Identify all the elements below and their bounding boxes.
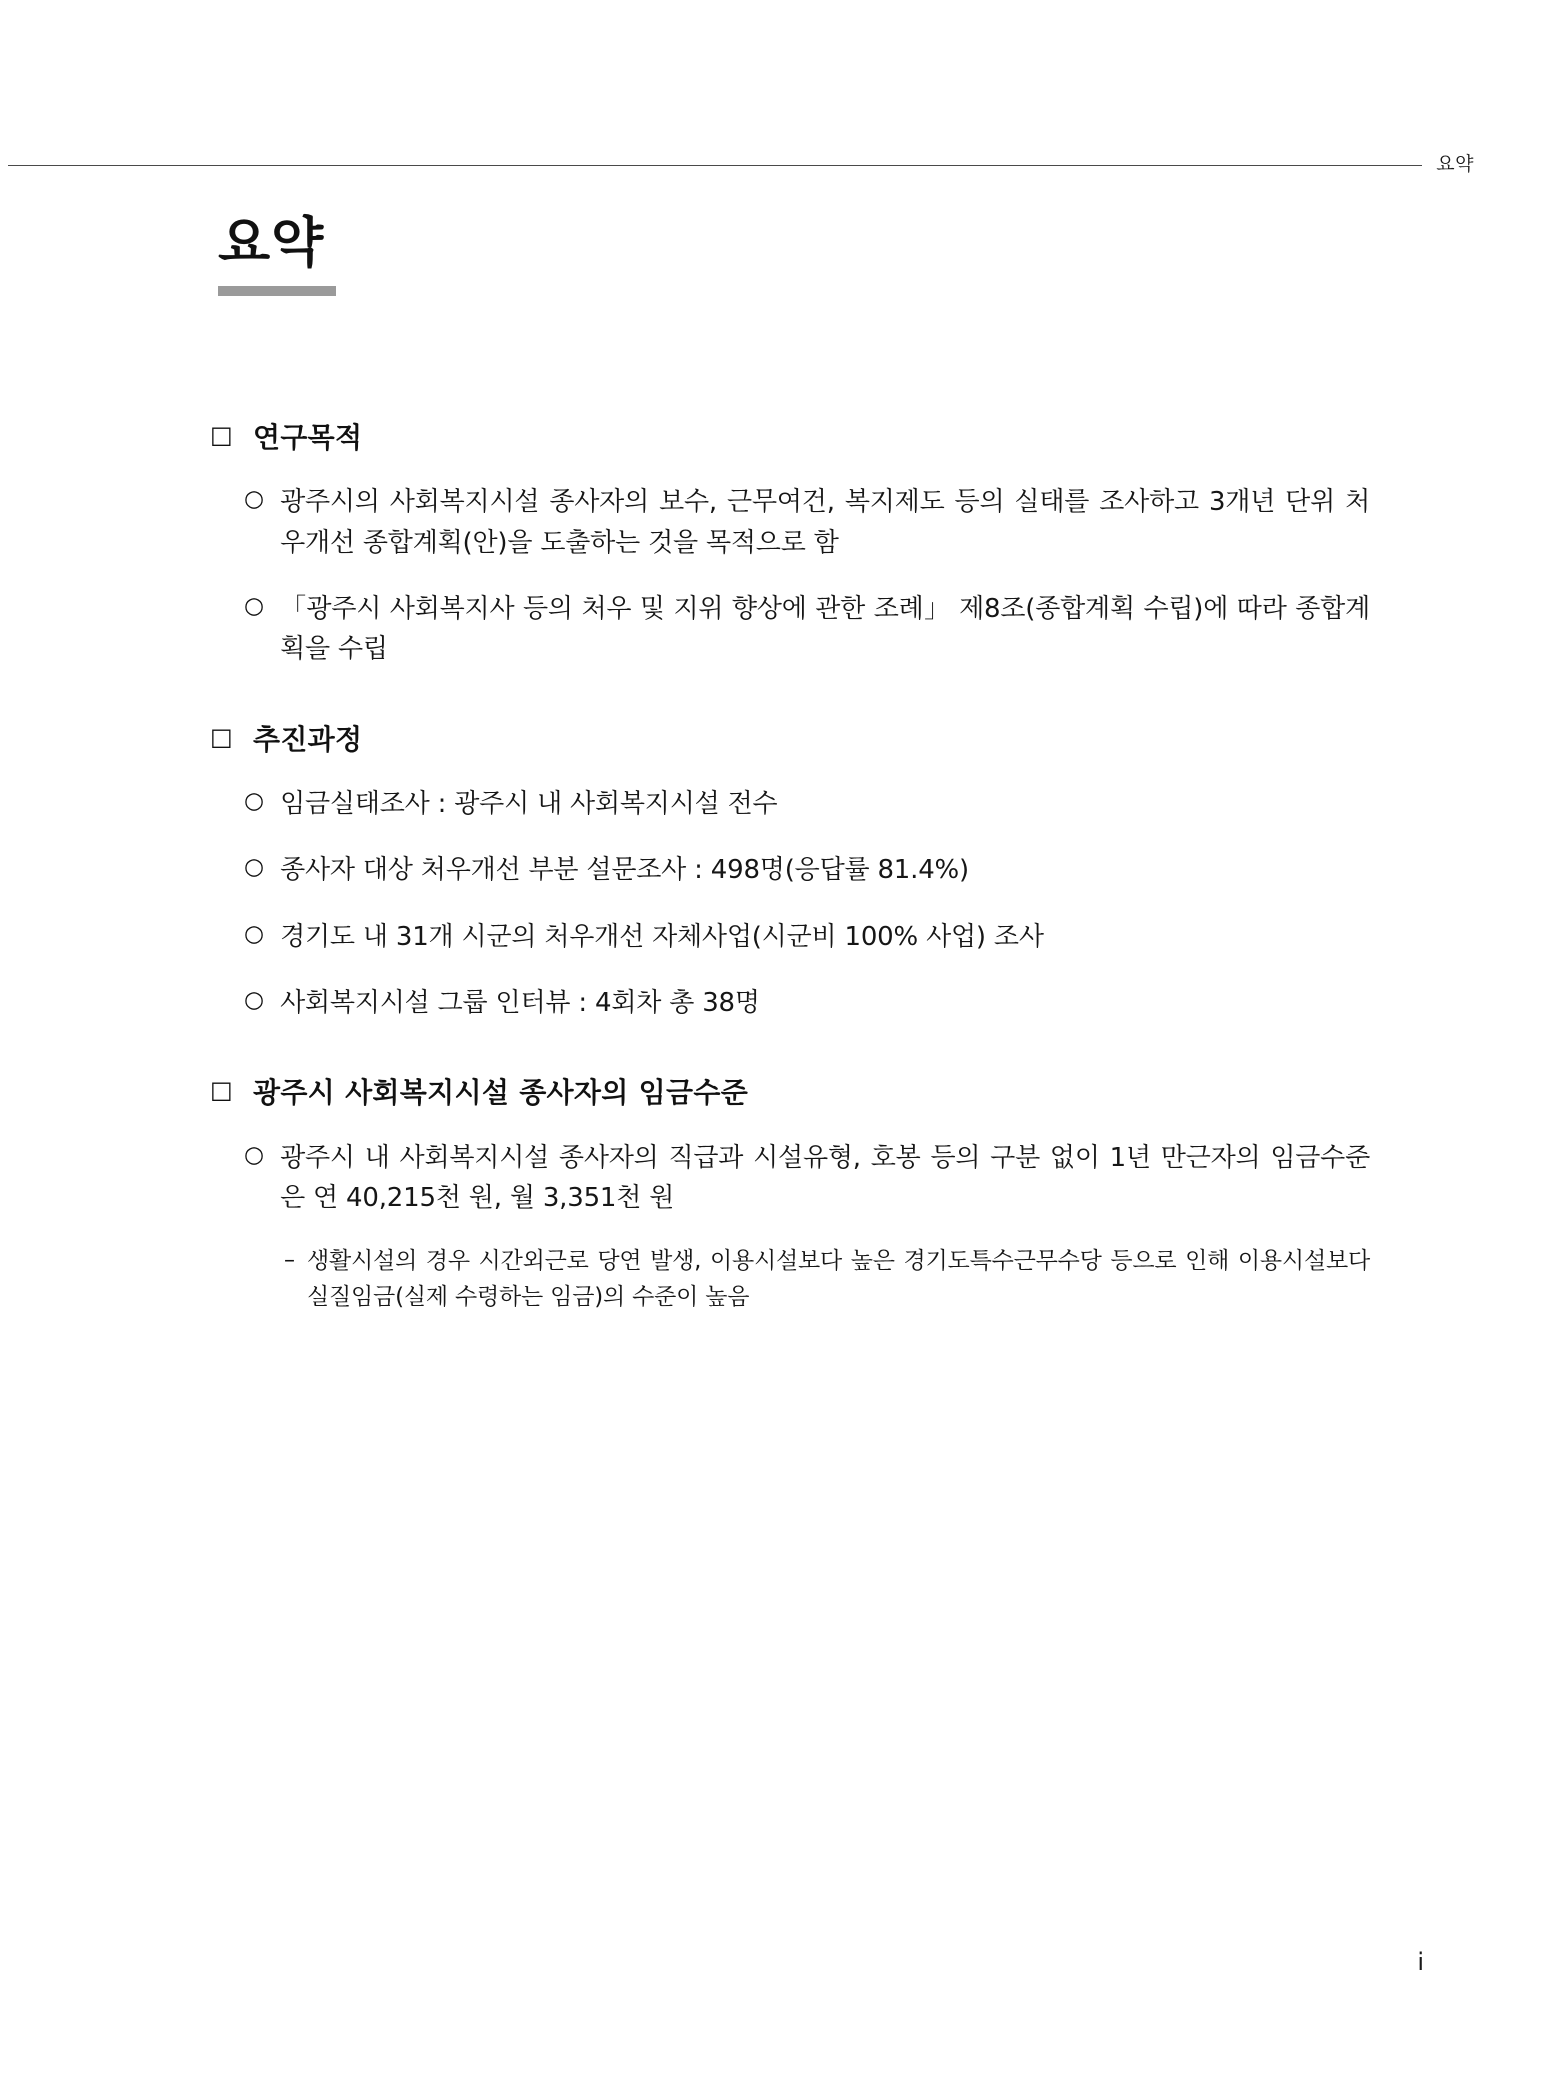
list-item	[244, 983, 1370, 1023]
list-item-text: 임금실태조사 : 광주시 내 사회복지시설 전수	[280, 788, 778, 819]
section-heading	[210, 1075, 1370, 1111]
list-item-text: 광주시의 사회복지시설 종사자의 보수, 근무여건, 복지제도 등의 실태를 조사하고 3개년 단위 처우개선 종합계획(안)을 도출하는 것을 목적으로 함	[280, 487, 1370, 558]
sub-list-item-text: 생활시설의 경우 시간외근로 당연 발생, 이용시설보다 높은 경기도특수근무수당 등으로 인해 이용시설보다 실질임금(실제 수령하는 임금)의 수준이 높음	[307, 1248, 1370, 1310]
section-process	[210, 722, 1370, 1024]
list-item	[244, 1138, 1370, 1219]
square-bullet-icon: □	[210, 722, 233, 751]
header-rule	[8, 165, 1422, 166]
document-content	[210, 420, 1370, 1315]
list-item-text: 종사자 대상 처우개선 부분 설문조사 : 498명(응답률 81.4%)	[280, 855, 970, 886]
circle-bullet-icon: ○	[244, 486, 265, 513]
running-header	[0, 148, 1544, 176]
section-heading	[210, 722, 1370, 758]
page-number: i	[1417, 1948, 1424, 1976]
section-heading	[210, 420, 1370, 456]
list-item-text: 광주시 내 사회복지시설 종사자의 직급과 시설유형, 호봉 등의 구분 없이 1년 만근자의 임금수준은 연 40,215천 원, 월 3,351천 원	[280, 1142, 1370, 1213]
list-item-text: 경기도 내 31개 시군의 처우개선 자체사업(시군비 100% 사업) 조사	[280, 921, 1044, 952]
circle-bullet-icon: ○	[244, 986, 265, 1013]
section-wage-level	[210, 1075, 1370, 1315]
list-item	[244, 482, 1370, 563]
circle-bullet-icon: ○	[244, 787, 265, 814]
sub-list-item	[284, 1244, 1370, 1315]
list-item	[244, 589, 1370, 670]
section-research-purpose	[210, 420, 1370, 670]
section-heading-text: 연구목적	[252, 421, 363, 454]
title-underline	[218, 286, 336, 296]
dash-bullet-icon: –	[284, 1248, 295, 1274]
circle-bullet-icon: ○	[244, 854, 265, 881]
square-bullet-icon: □	[210, 421, 233, 449]
header-label: 요약	[1436, 152, 1474, 175]
list-item-text: 사회복지시설 그룹 인터뷰 : 4회차 총 38명	[280, 987, 760, 1018]
section-heading-text: 광주시 사회복지시설 종사자의 임금수준	[252, 1076, 749, 1110]
circle-bullet-icon: ○	[244, 1141, 265, 1168]
list-item	[244, 850, 1370, 890]
circle-bullet-icon: ○	[244, 920, 265, 947]
page-title: 요약	[218, 211, 325, 274]
square-bullet-icon: □	[210, 1076, 233, 1105]
list-item	[244, 917, 1370, 957]
list-item-text: 「광주시 사회복지사 등의 처우 및 지위 향상에 관한 조례」 제8조(종합계획 수립)에 따라 종합계획을 수립	[280, 593, 1370, 665]
list-item	[244, 784, 1370, 824]
circle-bullet-icon: ○	[244, 592, 265, 619]
page-title-block	[218, 211, 336, 296]
section-heading-text: 추진과정	[252, 722, 363, 756]
